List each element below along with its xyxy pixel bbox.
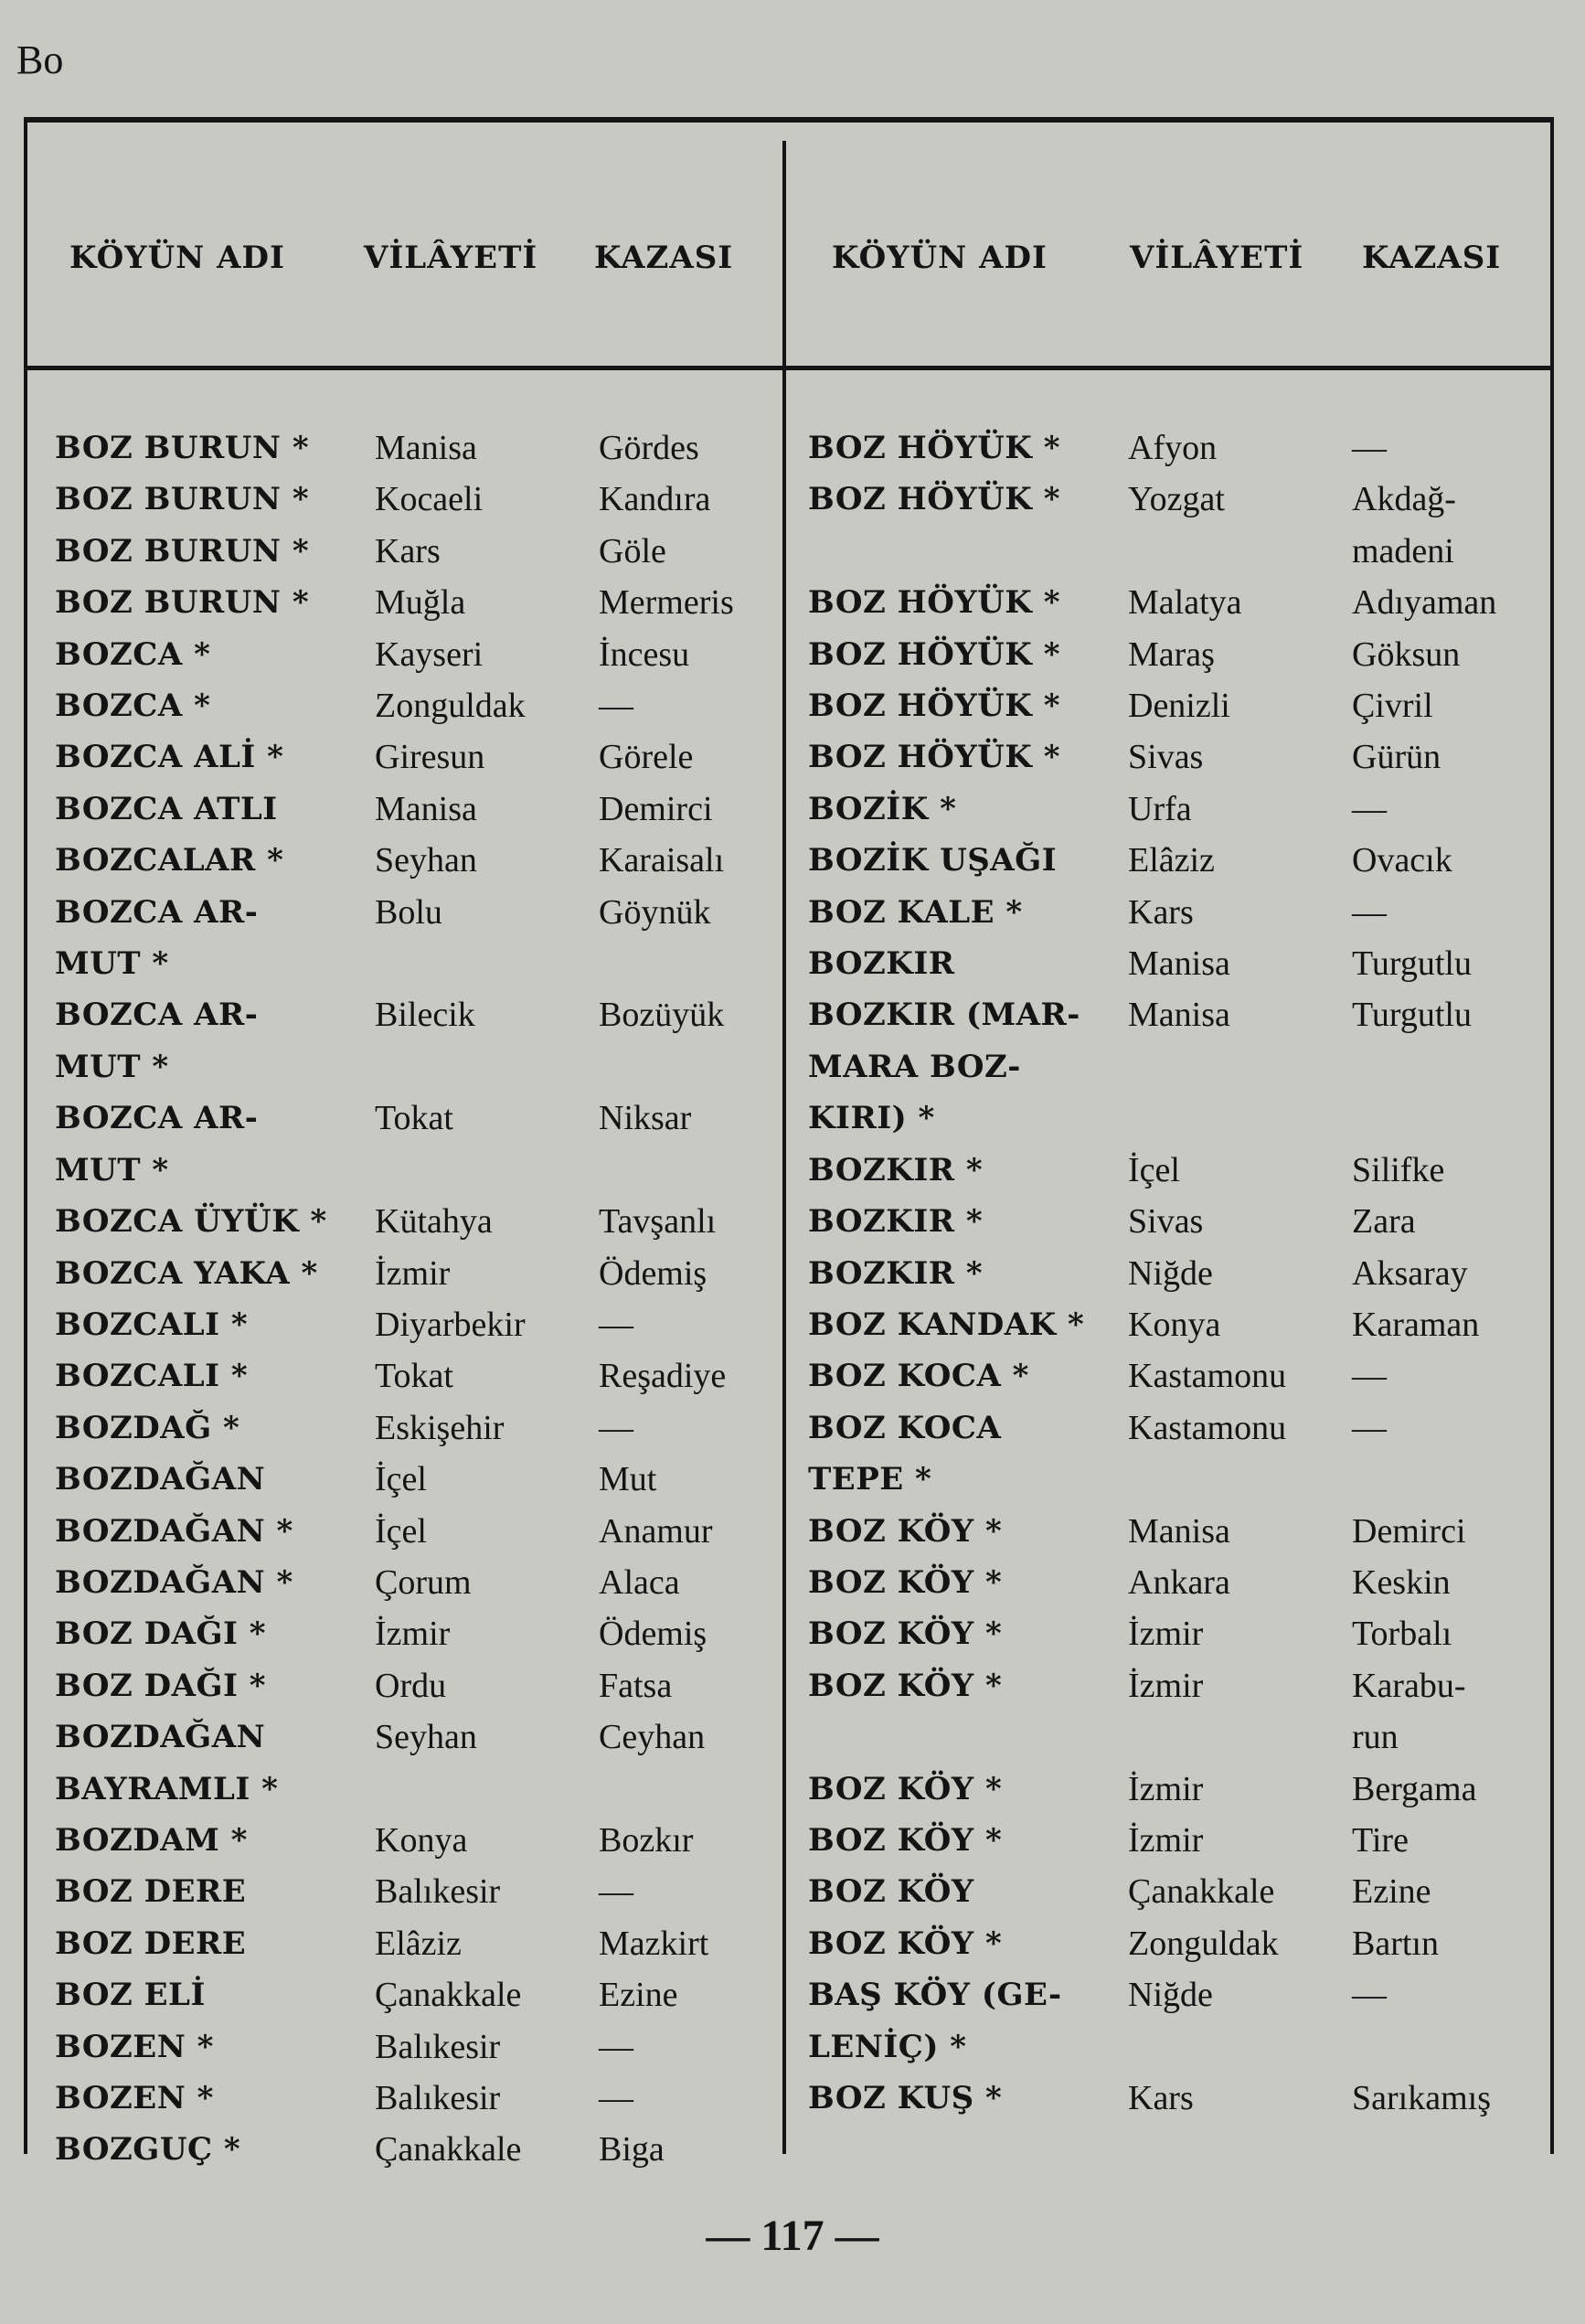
table-row xyxy=(27,784,770,835)
district-name: Kandıra xyxy=(599,480,711,519)
village-name: BOZ BURUN * xyxy=(55,584,310,622)
village-name: BOZ DAĞI * xyxy=(55,1615,267,1653)
table-row xyxy=(27,1608,770,1659)
right-header-village: KÖYÜN ADI xyxy=(832,240,1048,276)
province-name: İçel xyxy=(375,1460,427,1499)
province-name: Maraş xyxy=(1128,634,1215,674)
district-name: Fatsa xyxy=(599,1666,673,1705)
village-name: BOZ KANDAK * xyxy=(808,1306,1085,1343)
table-row xyxy=(27,2021,770,2073)
district-name: Mermeris xyxy=(599,583,734,623)
province-name: Balıkesir xyxy=(375,1872,501,1912)
district-name: İncesu xyxy=(599,634,690,674)
province-name: Manisa xyxy=(375,429,477,467)
district-name: Ezine xyxy=(1352,1872,1431,1912)
gazetteer-table xyxy=(24,117,1554,2169)
province-name: İzmir xyxy=(375,1253,451,1293)
table-row xyxy=(792,731,1534,783)
district-name: Keskin xyxy=(1352,1562,1451,1602)
district-name: — xyxy=(1352,1408,1387,1447)
header-rule xyxy=(27,366,1550,370)
table-row xyxy=(792,577,1534,628)
table-row xyxy=(792,1402,1534,1506)
village-name: BOZ KÖY * xyxy=(808,1512,1003,1550)
left-header-district: KAZASI xyxy=(594,240,734,276)
table-row xyxy=(792,1969,1534,2073)
province-name: Muğla xyxy=(375,583,466,623)
table-row xyxy=(27,1402,770,1454)
village-name: BOZ KÖY * xyxy=(808,1667,1003,1704)
district-name: Göksun xyxy=(1352,634,1461,674)
right-header-district: KAZASI xyxy=(1362,240,1502,276)
left-header-province: VİLÂYETİ xyxy=(364,240,538,276)
district-name: Göle xyxy=(599,531,666,570)
table-row xyxy=(27,1196,770,1247)
district-name: — xyxy=(599,1872,633,1912)
province-name: Zonguldak xyxy=(1128,1924,1279,1963)
table-row xyxy=(792,422,1534,474)
province-name: Giresun xyxy=(375,738,485,777)
village-name: BOZDAM * xyxy=(55,1821,248,1859)
district-name: Anamur xyxy=(599,1511,713,1551)
table-row xyxy=(27,835,770,886)
district-name: Çivril xyxy=(1352,687,1433,726)
table-row xyxy=(792,1506,1534,1557)
village-name: BOZ KÖY xyxy=(808,1873,974,1911)
table-row xyxy=(27,1506,770,1557)
table-row xyxy=(792,784,1534,835)
district-name: Niksar xyxy=(599,1099,692,1138)
province-name: Kastamonu xyxy=(1128,1357,1287,1396)
village-name: BOZ HÖYÜK * xyxy=(808,481,1060,518)
village-name: BAŞ KÖY (GE- LENİÇ) * xyxy=(808,1977,1062,2065)
table-row xyxy=(27,474,770,525)
table-row xyxy=(27,1711,770,1815)
province-name: İzmir xyxy=(375,1615,451,1654)
village-name: BOZ DERE xyxy=(55,1873,247,1911)
village-name: BOZCA * xyxy=(55,688,211,725)
province-name: Bolu xyxy=(375,892,442,932)
province-name: Seyhan xyxy=(375,841,477,880)
province-name: İçel xyxy=(1128,1150,1180,1189)
table-row xyxy=(27,1660,770,1711)
province-name: Konya xyxy=(375,1820,468,1860)
province-name: İçel xyxy=(375,1511,427,1551)
district-name: — xyxy=(1352,1357,1387,1396)
district-name: Mut xyxy=(599,1460,657,1499)
village-name: BOZ HÖYÜK * xyxy=(808,739,1060,776)
province-name: Kars xyxy=(1128,2079,1194,2117)
table-row xyxy=(792,1299,1534,1350)
village-name: BOZ KALE * xyxy=(808,893,1023,931)
table-row xyxy=(27,1093,770,1196)
district-name: Gürün xyxy=(1352,738,1441,777)
district-name: Görele xyxy=(599,738,694,777)
table-row xyxy=(792,1557,1534,1608)
province-name: Kütahya xyxy=(375,1202,493,1242)
table-row xyxy=(792,1815,1534,1866)
table-row xyxy=(792,474,1534,577)
district-name: Turgutlu xyxy=(1352,944,1472,984)
village-name: BOZCALAR * xyxy=(55,842,284,879)
village-name: BOZ HÖYÜK * xyxy=(808,584,1060,622)
village-name: BOZDAĞAN BAYRAMLI * xyxy=(55,1719,279,1807)
district-name: Aksaray xyxy=(1352,1253,1468,1293)
district-name: Reşadiye xyxy=(599,1357,727,1396)
province-name: Malatya xyxy=(1128,583,1242,623)
province-name: Çanakkale xyxy=(375,2130,522,2169)
table-row xyxy=(27,1866,770,1917)
table-row xyxy=(27,526,770,577)
table-row xyxy=(792,1608,1534,1659)
district-name: Bergama xyxy=(1352,1769,1477,1808)
page-number: — 117 — xyxy=(706,2212,879,2260)
district-name: Bozüyük xyxy=(599,996,725,1035)
province-name: Manisa xyxy=(375,789,477,828)
left-header-village: KÖYÜN ADI xyxy=(69,240,285,276)
village-name: BOZCA AR- MUT * xyxy=(55,1100,259,1189)
province-name: Manisa xyxy=(1128,1511,1230,1551)
village-name: BOZ HÖYÜK * xyxy=(808,688,1060,725)
province-name: Elâziz xyxy=(1128,841,1215,880)
village-name: BOZ KOCA TEPE * xyxy=(808,1409,1002,1498)
province-name: Elâziz xyxy=(375,1924,462,1963)
province-name: Kastamonu xyxy=(1128,1408,1287,1447)
province-name: İzmir xyxy=(1128,1615,1204,1654)
district-name: — xyxy=(599,1408,633,1447)
village-name: BOZ DERE xyxy=(55,1924,247,1962)
table-row xyxy=(27,1350,770,1402)
village-name: BOZ HÖYÜK * xyxy=(808,430,1060,466)
province-name: Kars xyxy=(375,531,441,570)
table-row xyxy=(27,1454,770,1505)
province-name: Diyarbekir xyxy=(375,1305,526,1344)
village-name: BOZKIR * xyxy=(808,1151,984,1189)
table-row xyxy=(792,1660,1534,1764)
village-name: BOZDAĞAN * xyxy=(55,1512,293,1550)
village-name: BOZ KÖY * xyxy=(808,1563,1003,1601)
district-name: Ödemiş xyxy=(599,1253,707,1293)
district-name: — xyxy=(599,1305,633,1344)
column-divider xyxy=(782,141,786,2154)
province-name: İzmir xyxy=(1128,1820,1204,1860)
province-name: Ordu xyxy=(375,1666,447,1705)
district-name: Demirci xyxy=(1352,1511,1466,1551)
left-column xyxy=(27,422,770,2176)
village-name: BOZ BURUN * xyxy=(55,430,310,466)
district-name: — xyxy=(599,687,633,726)
table-row xyxy=(792,1196,1534,1247)
district-name: Gördes xyxy=(599,429,699,467)
table-row xyxy=(27,680,770,731)
district-name: — xyxy=(1352,429,1387,467)
province-name: Yozgat xyxy=(1128,480,1225,519)
village-name: BOZCALI * xyxy=(55,1358,249,1395)
province-name: Çanakkale xyxy=(375,1976,522,2015)
province-name: Manisa xyxy=(1128,996,1230,1035)
table-row xyxy=(792,1764,1534,1815)
table-row xyxy=(792,680,1534,731)
table-row xyxy=(27,2124,770,2175)
district-name: — xyxy=(599,2027,633,2066)
village-name: BOZKIR * xyxy=(808,1203,984,1241)
table-row xyxy=(792,2073,1534,2124)
province-name: Kocaeli xyxy=(375,480,484,519)
province-name: Kayseri xyxy=(375,634,484,674)
district-name: Karaisalı xyxy=(599,841,725,880)
table-row xyxy=(792,989,1534,1144)
table-row xyxy=(27,1299,770,1350)
province-name: Ankara xyxy=(1128,1562,1230,1602)
village-name: BOZİK UŞAĞI xyxy=(808,842,1058,879)
village-name: BOZCA YAKA * xyxy=(55,1254,318,1292)
village-name: BOZ BURUN * xyxy=(55,481,310,518)
table-row xyxy=(792,629,1534,680)
province-name: Seyhan xyxy=(375,1718,477,1757)
district-name: Bozkır xyxy=(599,1820,694,1860)
district-name: Tavşanlı xyxy=(599,1202,717,1242)
district-name: Adıyaman xyxy=(1352,583,1497,623)
table-row xyxy=(792,835,1534,886)
district-name: Göynük xyxy=(599,892,711,932)
village-name: BOZ KÖY * xyxy=(808,1770,1003,1807)
province-name: Bilecik xyxy=(375,996,475,1035)
table-row xyxy=(27,629,770,680)
village-name: BOZ HÖYÜK * xyxy=(808,635,1060,673)
district-name: — xyxy=(1352,789,1387,828)
district-name: Biga xyxy=(599,2130,665,2169)
village-name: BOZKIR xyxy=(808,945,955,983)
district-name: — xyxy=(599,2079,633,2117)
table-row xyxy=(792,1248,1534,1299)
district-name: Alaca xyxy=(599,1562,680,1602)
district-name: Bartın xyxy=(1352,1924,1439,1963)
district-name: Ödemiş xyxy=(599,1615,707,1654)
village-name: BOZKIR * xyxy=(808,1254,984,1292)
village-name: BOZ KÖY * xyxy=(808,1615,1003,1653)
district-name: — xyxy=(1352,1976,1387,2015)
province-name: İzmir xyxy=(1128,1769,1204,1808)
table-row xyxy=(27,887,770,990)
village-name: BOZ ELİ xyxy=(55,1977,206,2014)
table-row xyxy=(27,1969,770,2020)
village-name: BOZCA ALİ * xyxy=(55,739,284,776)
village-name: BOZGUÇ * xyxy=(55,2131,241,2169)
table-row xyxy=(27,2073,770,2124)
table-row xyxy=(27,1248,770,1299)
district-name: Torbalı xyxy=(1352,1615,1452,1654)
village-name: BOZCA ATLI xyxy=(55,790,278,827)
district-name: Ceyhan xyxy=(599,1718,706,1757)
province-name: Urfa xyxy=(1128,789,1192,828)
village-name: BOZCA AR- MUT * xyxy=(55,893,259,983)
province-name: Konya xyxy=(1128,1305,1221,1344)
table-row xyxy=(792,1145,1534,1196)
province-name: Balıkesir xyxy=(375,2079,501,2117)
province-name: Niğde xyxy=(1128,1253,1213,1293)
table-row xyxy=(27,422,770,474)
province-name: Zonguldak xyxy=(375,687,526,726)
village-name: BOZDAĞAN * xyxy=(55,1563,293,1601)
village-name: BOZDAĞAN xyxy=(55,1461,266,1498)
village-name: BOZ DAĞI * xyxy=(55,1667,267,1704)
province-name: Çanakkale xyxy=(1128,1872,1275,1912)
table-row xyxy=(27,1557,770,1608)
table-row xyxy=(27,577,770,628)
table-row xyxy=(27,731,770,783)
province-name: Eskişehir xyxy=(375,1408,505,1447)
table-row xyxy=(27,1815,770,1866)
right-header-province: VİLÂYETİ xyxy=(1130,240,1304,276)
province-name: Afyon xyxy=(1128,429,1218,467)
village-name: BOZKIR (MAR- MARA BOZ- KIRI) * xyxy=(808,997,1080,1137)
district-name: Karabu- run xyxy=(1352,1666,1466,1757)
province-name: Sivas xyxy=(1128,738,1204,777)
village-name: BOZ KOCA * xyxy=(808,1358,1029,1395)
district-name: Ezine xyxy=(599,1976,678,2015)
village-name: BOZEN * xyxy=(55,2028,214,2065)
district-name: Ovacık xyxy=(1352,841,1452,880)
table-row xyxy=(27,989,770,1093)
district-name: Sarıkamış xyxy=(1352,2079,1491,2117)
province-name: Çorum xyxy=(375,1562,472,1602)
table-row xyxy=(792,887,1534,938)
page-header: Bo xyxy=(16,37,64,82)
province-name: Denizli xyxy=(1128,687,1230,726)
table-row xyxy=(792,938,1534,989)
village-name: BOZ KÖY * xyxy=(808,1924,1003,1962)
village-name: BOZİK * xyxy=(808,790,957,827)
village-name: BOZ KÖY * xyxy=(808,1821,1003,1859)
village-name: BOZCALI * xyxy=(55,1306,249,1343)
village-name: BOZEN * xyxy=(55,2080,214,2116)
district-name: Turgutlu xyxy=(1352,996,1472,1035)
province-name: Balıkesir xyxy=(375,2027,501,2066)
province-name: Manisa xyxy=(1128,944,1230,984)
table-row xyxy=(27,1918,770,1969)
village-name: BOZ BURUN * xyxy=(55,532,310,570)
district-name: Demirci xyxy=(599,789,713,828)
table-row xyxy=(792,1918,1534,1969)
province-name: Niğde xyxy=(1128,1976,1213,2015)
village-name: BOZCA ÜYÜK * xyxy=(55,1203,327,1241)
village-name: BOZCA AR- MUT * xyxy=(55,997,259,1085)
district-name: Mazkirt xyxy=(599,1924,709,1963)
village-name: BOZDAĞ * xyxy=(55,1409,240,1446)
province-name: Tokat xyxy=(375,1357,453,1396)
district-name: Silifke xyxy=(1352,1150,1445,1189)
table-row xyxy=(792,1866,1534,1917)
district-name: Tire xyxy=(1352,1820,1409,1860)
district-name: Akdağ- madeni xyxy=(1352,480,1456,570)
right-column xyxy=(792,422,1534,2124)
province-name: Sivas xyxy=(1128,1202,1204,1242)
village-name: BOZ KUŞ * xyxy=(808,2080,1003,2116)
province-name: Tokat xyxy=(375,1099,453,1138)
village-name: BOZCA * xyxy=(55,635,211,673)
district-name: Zara xyxy=(1352,1202,1416,1242)
table-row xyxy=(792,1350,1534,1402)
district-name: — xyxy=(1352,892,1387,932)
province-name: Kars xyxy=(1128,892,1194,932)
district-name: Karaman xyxy=(1352,1305,1480,1344)
province-name: İzmir xyxy=(1128,1666,1204,1705)
